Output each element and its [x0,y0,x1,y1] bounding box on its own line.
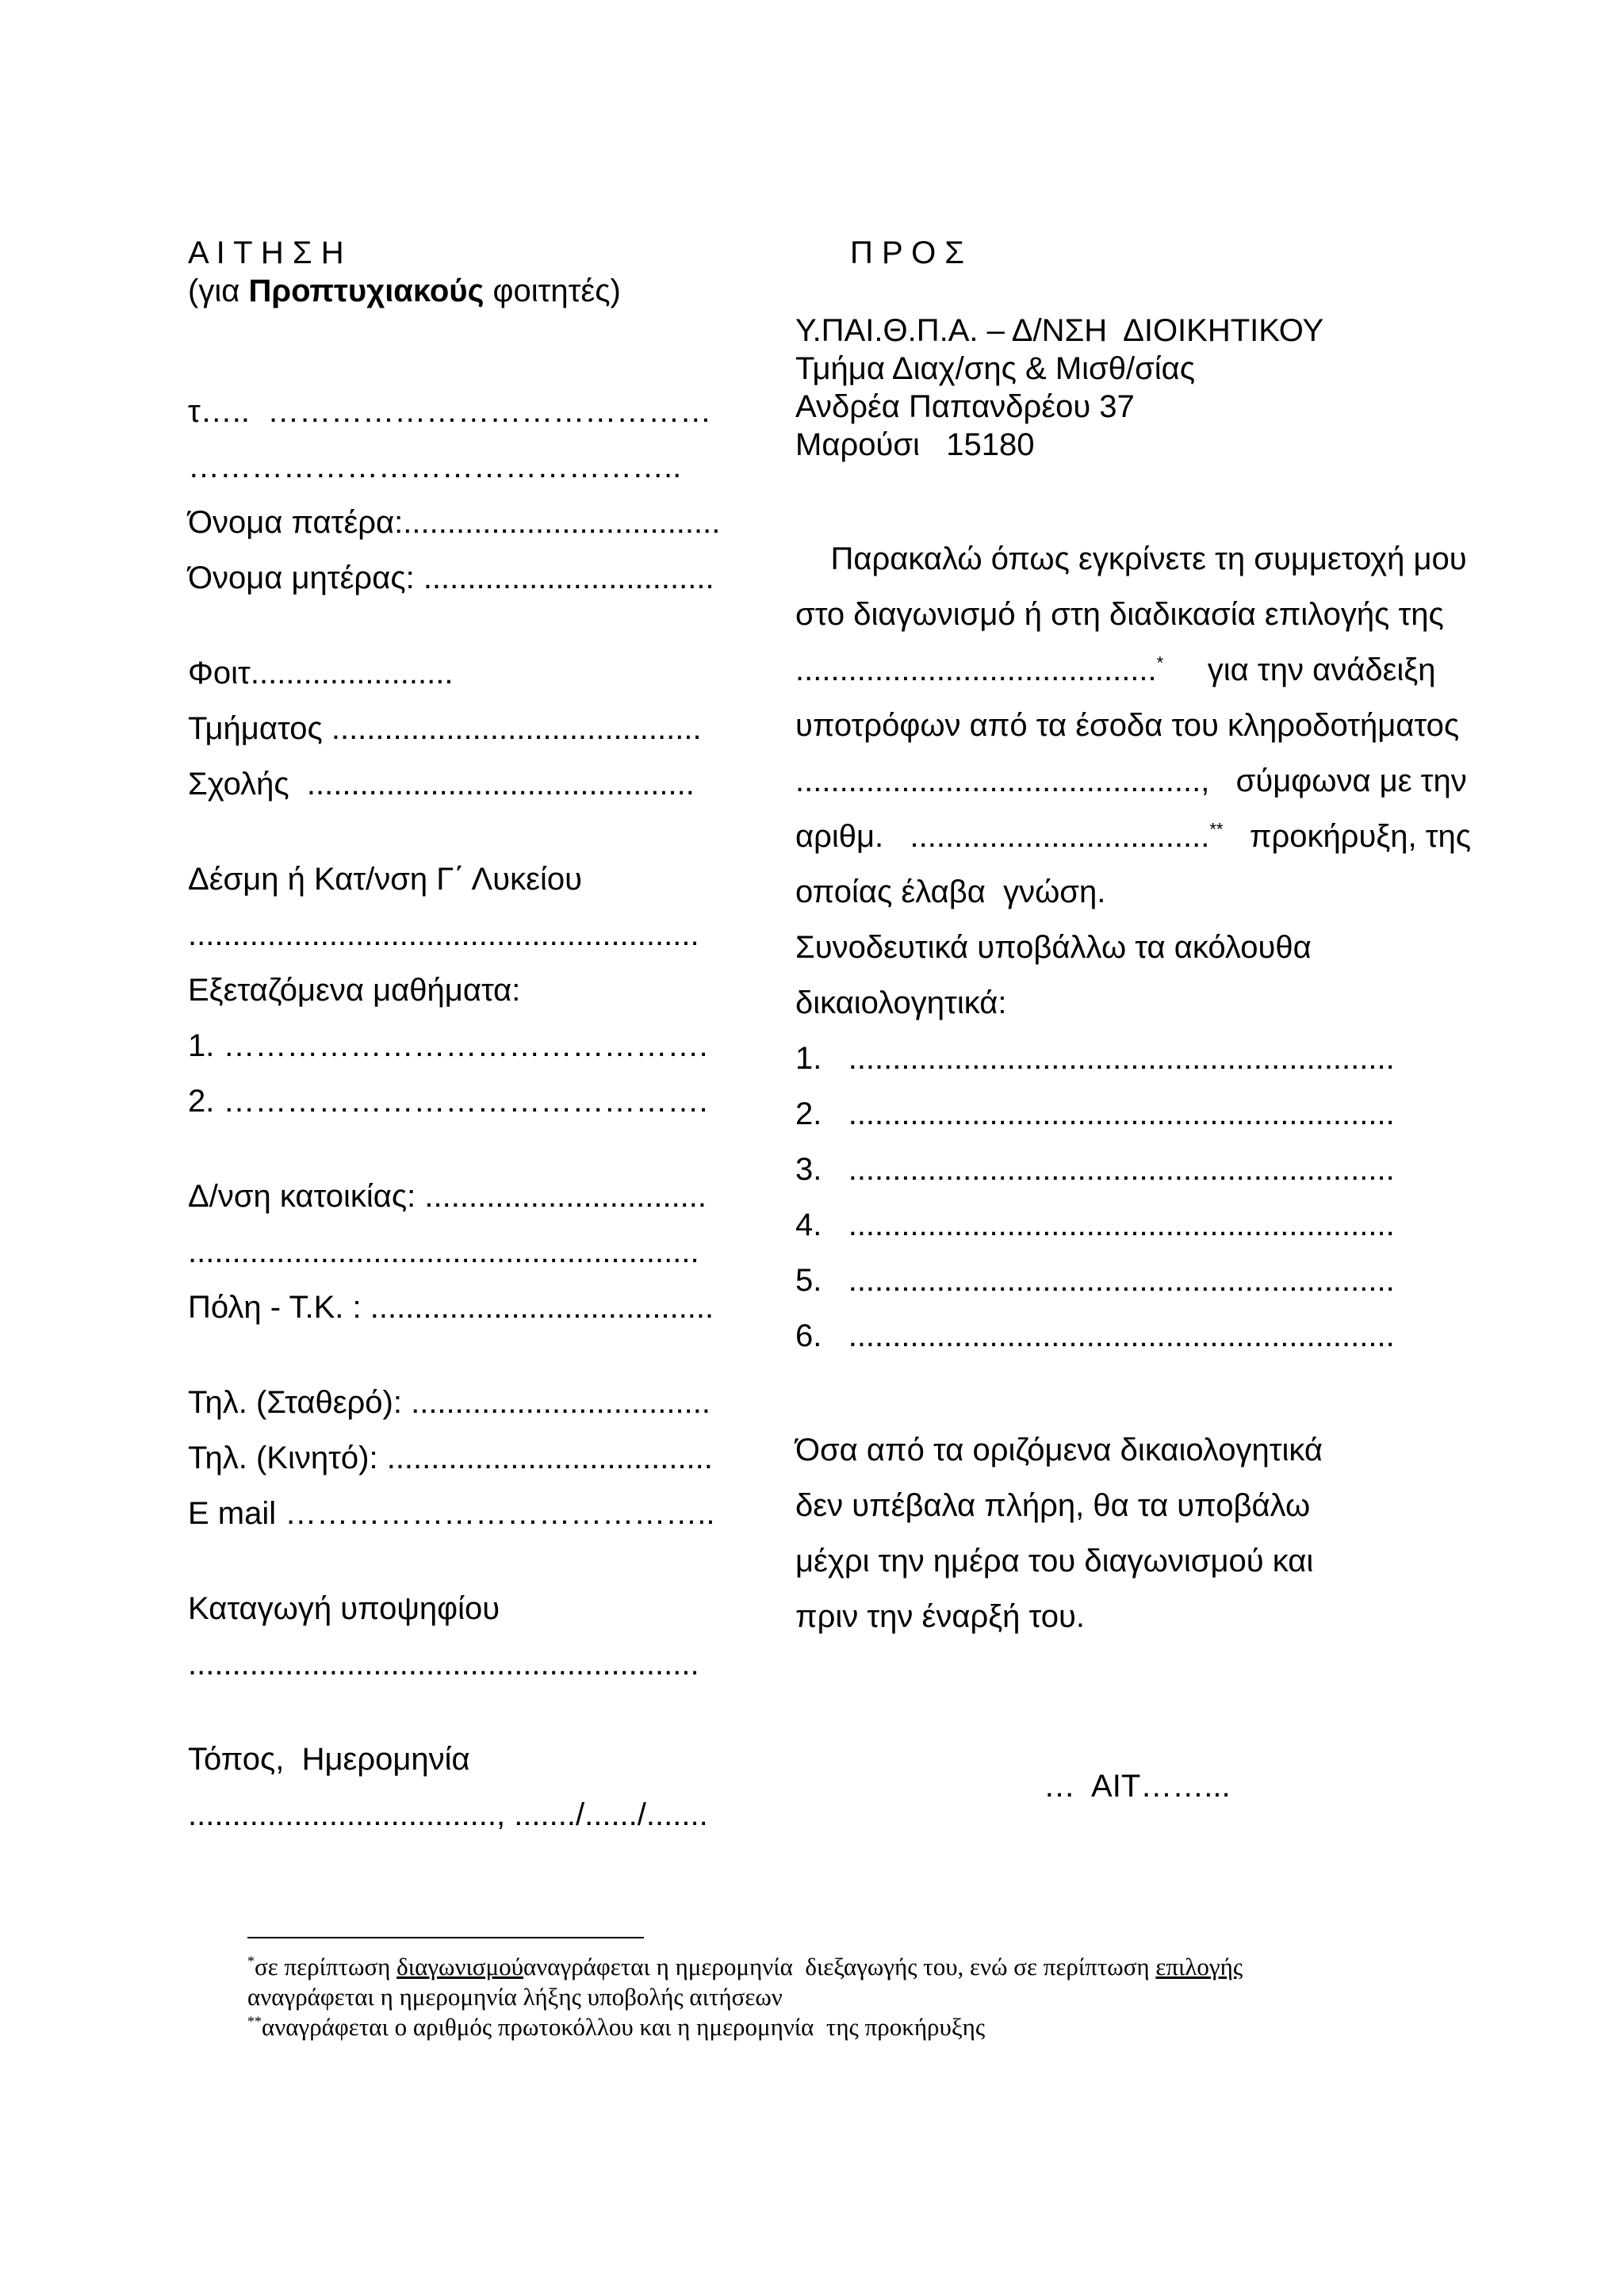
footnote-1-underline-selection: επιλογής [1155,1953,1243,1980]
footnote-2 [247,2012,985,2042]
application-title: Α Ι Τ Η Σ Η [188,235,344,270]
subtitle-suffix: φοιτητές) [484,274,621,308]
student-field[interactable]: Φοιτ....................... [188,656,454,691]
request-text-line-3: για την ανάδειξη [1163,652,1436,687]
footnote-ref-1: * [1156,652,1164,673]
footnote-1-line-1 [247,1952,1243,1982]
stream-label: Δέσμη ή Κατ/νση Γ΄ Λυκείου [188,862,582,897]
footnote-1-text-b: αναγράφεται η ημερομηνία διεξαγωγής του, ενώ σε περίπτωση [523,1953,1156,1980]
email-field[interactable]: E mail ………………………………….. [188,1496,715,1531]
name-field-line-1[interactable]: τ….. …………………………………… [188,394,712,429]
subtitle-prefix: (για [188,274,249,308]
note-line-4: πριν την έναρξή του. [795,1599,1085,1634]
address-field-line-2[interactable]: .......................................................... [188,1234,699,1269]
document-item-3[interactable]: 3. .............................................................. [795,1152,1395,1187]
request-text-line-7: οποίας έλαβα γνώση. [795,874,1106,909]
father-name-field[interactable]: Όνομα πατέρα:.................................... [188,505,721,540]
note-line-3: μέχρι την ημέρα του διαγωνισμού και [795,1544,1314,1578]
place-date-label: Τόπος, Ημερομηνία [188,1742,470,1777]
school-field[interactable]: Σχολής ............................................ [188,767,695,802]
announcement-number-dots: αριθμ. .................................. [795,819,1210,854]
footnote-2-text: αναγράφεται ο αριθμός πρωτοκόλλου και η ημερομηνία της προκήρυξης [262,2013,986,2041]
city-postcode-field[interactable]: Πόλη - Τ.Κ. : ....................................... [188,1290,714,1325]
recipient-heading: Π Ρ Ο Σ [850,235,965,270]
recipient-address-line-1: Υ.ΠΑΙ.Θ.Π.Α. – Δ/ΝΣΗ ΔΙΟΙΚΗΤΙΚΟΥ [795,313,1324,348]
subtitle-bold: Προπτυχιακούς [248,274,485,308]
application-subtitle [188,272,621,310]
mother-name-field[interactable]: Όνομα μητέρας: ................................. [188,561,714,595]
address-field[interactable]: Δ/νση κατοικίας: ................................ [188,1179,707,1214]
note-line-2: δεν υπέβαλα πλήρη, θα τα υποβάλω [795,1488,1311,1523]
footnote-ref-2: ** [1209,819,1224,840]
footnote-1-line-2: αναγράφεται η ημερομηνία λήξης υποβολής αιτήσεων [247,1983,783,2011]
footnote-1-mark: * [247,1953,255,1969]
document-item-6[interactable]: 6. .............................................................. [795,1318,1395,1353]
recipient-address-line-3: Ανδρέα Παπανδρέου 37 [795,389,1135,424]
footnote-1-text-a: σε περίπτωση [255,1953,397,1980]
request-text-line-2: στο διαγωνισμό ή στη διαδικασία επιλογής της [795,597,1444,632]
bequest-name-field[interactable]: .............................................., σύμφωνα με την [795,763,1467,798]
documents-intro-line-2: δικαιολογητικά: [795,985,1007,1020]
document-item-1[interactable]: 1. .............................................................. [795,1041,1395,1076]
recipient-address-line-2: Τμήμα Διαχ/σης & Μισθ/σίας [795,351,1196,386]
origin-field[interactable]: .......................................................... [188,1647,699,1682]
exam-subject-1-field[interactable]: 1. ………………………………………. [188,1028,708,1063]
origin-label: Καταγωγή υποψηφίου [188,1591,500,1626]
request-text-line-4: υποτρόφων από τα έσοδα του κληροδοτήματος [795,708,1460,743]
stream-field[interactable]: .......................................................... [188,917,699,952]
landline-phone-field[interactable]: Τηλ. (Σταθερό): .................................. [188,1385,710,1420]
document-item-4[interactable]: 4. .............................................................. [795,1207,1395,1242]
department-field[interactable]: Τμήματος .......................................... [188,711,702,746]
contest-name-dots: ......................................... [795,652,1157,687]
note-line-1: Όσα από τα οριζόμενα δικαιολογητικά [795,1433,1323,1468]
place-date-field[interactable]: ..................................., ......./....../....... [188,1797,708,1832]
mobile-phone-field[interactable]: Τηλ. (Κινητό): ..................................... [188,1441,713,1475]
contest-name-field[interactable] [795,651,1435,689]
document-item-5[interactable]: 5. .............................................................. [795,1263,1395,1298]
exam-subjects-label: Εξεταζόμενα μαθήματα: [188,973,521,1008]
name-field-line-2[interactable]: ……………………………………….. [188,450,682,484]
exam-subject-2-field[interactable]: 2. ………………………………………. [188,1084,708,1119]
footnote-1-underline-contest: διαγωνισμού [396,1953,523,1980]
recipient-address-line-4: Μαρούσι 15180 [795,427,1035,462]
footnote-separator [247,1937,644,1938]
announcement-number-field[interactable] [795,817,1471,855]
footnote-2-mark: ** [247,2013,262,2030]
documents-intro-line-1: Συνοδευτικά υποβάλλω τα ακόλουθα [795,930,1312,965]
request-text-line-6: προκήρυξη, της [1223,819,1472,854]
signature-field[interactable]: … ΑΙΤ……... [1044,1769,1231,1804]
document-item-2[interactable]: 2. .............................................................. [795,1096,1395,1131]
request-text-line-1: Παρακαλώ όπως εγκρίνετε τη συμμετοχή μου [795,541,1467,576]
